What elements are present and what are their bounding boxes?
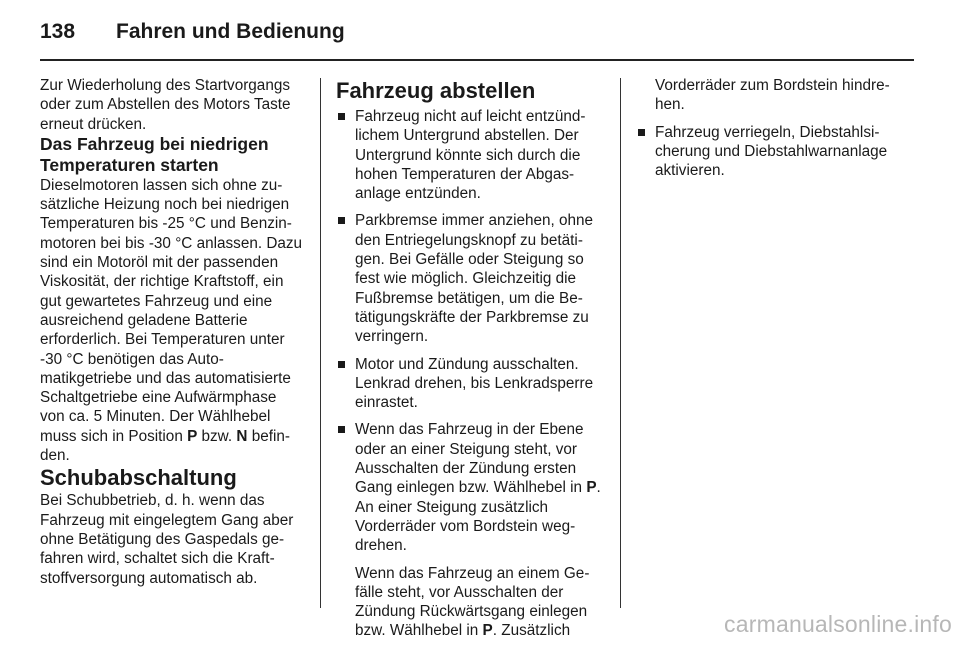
bullet-icon <box>338 217 345 224</box>
bullet-icon <box>338 361 345 368</box>
section-title: Fahren und Bedienung <box>116 20 345 43</box>
paragraph-fuel-cutoff: Bei Schubbetrieb, d. h. wenn das Fahrzeug mit eingelegtem Gang aber ohne Betätigung des Gaspedals gefahren wird, schaltet sich die Kraftstoffversorgung automatisch ab. <box>40 492 294 587</box>
column-divider-2 <box>620 78 621 608</box>
page-header <box>40 16 914 60</box>
bullet-icon <box>638 129 645 136</box>
list-item: Parkbremse immer anziehen, ohne den Entriegelungsknopf zu betätigen. Bei Gefälle oder Steigung so fest wie möglich. Gleichzeitig die Fußbremse betätigen, um die Betätigungskräfte der Parkbremse zu verringern. <box>336 211 604 346</box>
column-3 <box>636 76 914 188</box>
list-item: Fahrzeug nicht auf leicht entzündlichem Untergrund abstellen. Der Untergrund könnte sich durch die hohen Temperaturen der Abgasanlage entzünden. <box>336 107 604 203</box>
column-divider-1 <box>320 78 321 608</box>
column-1 <box>40 76 305 588</box>
list-item-continuation: Wenn das Fahrzeug an einem Gefälle steht, vor Ausschalten der Zündung Rückwärtsgang einlegen bzw. Wählhebel in P. Zusätzlich <box>355 564 590 640</box>
heading-fuel-cutoff: Schubabschaltung <box>40 465 237 491</box>
paragraph-restart: Zur Wiederholung des Startvorgangs oder zum Abstellen des Motors Taste erneut drücken. <box>40 77 291 133</box>
bullet-icon <box>338 426 345 433</box>
bullet-icon <box>338 113 345 120</box>
list-item: Fahrzeug verriegeln, Diebstahlsicherung und Diebstahlwarnanlage aktivieren. <box>636 123 914 181</box>
list-item: Wenn das Fahrzeug in der Ebene oder an einer Steigung steht, vor Ausschalten der Zündung ersten Gang einlegen bzw. Wählhebel in P. An einer Steigung zusätzlich Vorderräder vom Bordstein wegdrehen. <box>336 420 604 555</box>
header-divider <box>40 59 914 61</box>
paragraph-cold-start: Dieselmotoren lassen sich ohne zusätzliche Heizung noch bei niedrigen Temperaturen bis -25 °C und Benzinmotoren bei bis -30 °C anlassen. Dazu sind ein Motoröl mit der passenden Viskosität, der richtige Kraftstoff, ein gut gewartetes Fahrzeug und eine ausreichend geladene Batterie erforderlich. Bei Temperaturen unter -30 °C benötigen das Automatikgetriebe und das automatisierte Schaltgetriebe eine Aufwärmphase von ca. 5 Minuten. Der Wählhebel muss sich in Position P bzw. N befinden. <box>40 176 303 465</box>
heading-cold-start: Das Fahrzeug bei niedrigen Temperaturen starten <box>40 133 269 175</box>
list-item: Motor und Zündung ausschalten. Lenkrad drehen, bis Lenkradsperre einrastet. <box>336 355 604 413</box>
page-number: 138 <box>40 20 76 43</box>
heading-parking: Fahrzeug abstellen <box>336 78 536 103</box>
watermark: carmanualsonline.info <box>724 611 952 637</box>
list-item-continuation: Vorderräder zum Bordstein hindrehen. <box>655 77 890 114</box>
column-2 <box>336 78 604 649</box>
